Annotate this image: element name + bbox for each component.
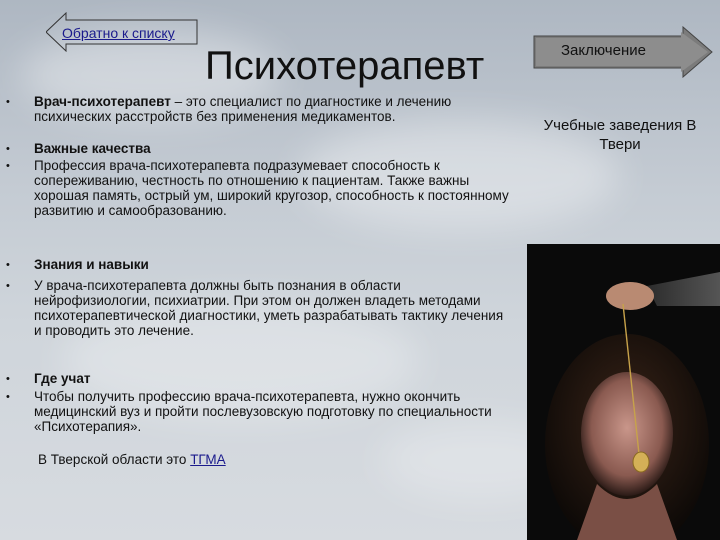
back-to-list-label: Обратно к списку [62,25,175,41]
education-link[interactable]: Учебные заведения В Твери [543,117,697,153]
final-note-text: В Тверской области это [38,452,191,467]
conclusion-label: Заключение [561,42,646,59]
definition-term: Врач-психотерапевт [34,94,171,109]
slide-title: Психотерапевт [205,44,485,88]
bullet-icon: • [6,391,10,403]
section-heading: Где учат [34,371,91,386]
conclusion-button[interactable] [533,26,713,78]
bullet-icon: • [6,96,10,108]
bullet-icon: • [6,259,10,271]
bullet-icon: • [6,143,10,155]
final-note [38,452,226,467]
tgma-link[interactable]: ТГМА [190,452,226,467]
hypnosis-pendulum-photo [527,244,720,540]
section-text: У врача-психотерапевта должны быть познания в области нейрофизиологии, психиатрии. При этом он должен владеть методами психотерапевтической диагностики, уметь разрабатывать тактику лечения и проводить это лечение. [34,278,504,338]
bullet-icon: • [6,280,10,292]
back-to-list-button[interactable] [46,12,198,52]
section-text: Профессия врача-психотерапевта подразумевает способность к сопереживанию, честность по отношению к пациентам. Также важны хорошая память, острый ум, широкий кругозор, способность к постоянному развитию и самообразованию. [34,158,509,218]
section-text: Чтобы получить профессию врача-психотерапевта, нужно окончить медицинский вуз и пройти послевузовскую подготовку по специальности «Психотерапия». [34,389,492,434]
bullet-icon: • [6,160,10,172]
section-heading: Важные качества [34,141,151,156]
definition-text [34,94,514,124]
definition-rest: – это специалист по диагностике и лечению психических расстройств без применения медикаментов. [34,94,452,124]
section-heading: Знания и навыки [34,257,149,272]
bullet-icon: • [6,373,10,385]
